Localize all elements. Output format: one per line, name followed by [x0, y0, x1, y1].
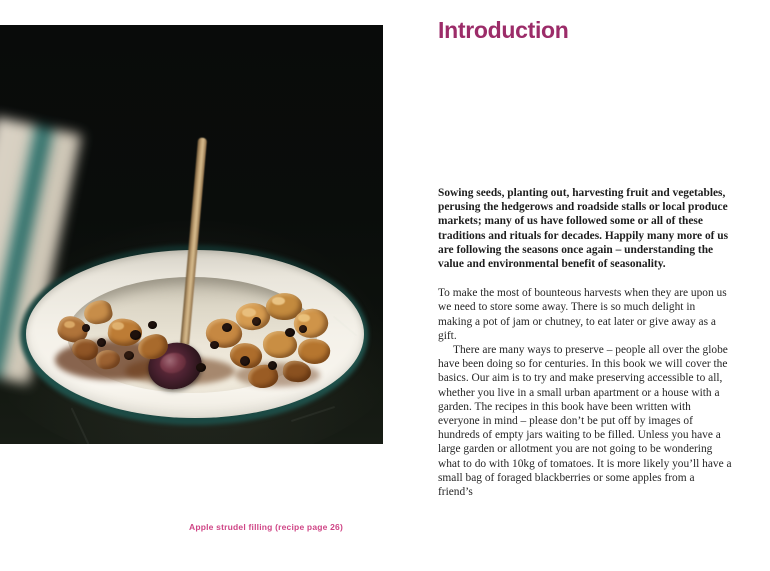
- dried-berry: [285, 328, 295, 337]
- page-title: Introduction: [438, 17, 569, 43]
- dried-berry: [299, 325, 307, 333]
- dried-berry: [97, 338, 106, 347]
- dried-berry: [252, 317, 261, 326]
- food-photo: [0, 25, 383, 444]
- highlight: [272, 297, 285, 305]
- highlight: [64, 321, 75, 328]
- highlight: [298, 314, 310, 322]
- highlight: [242, 308, 256, 317]
- dried-berry: [196, 363, 206, 372]
- body-paragraph: To make the most of bounteous harvests when they are upon us we need to store some away. There is so much delight in making a pot of jam or chutney, to eat later or give away as a gift.: [438, 287, 727, 342]
- dried-berry: [148, 321, 157, 329]
- dried-berry: [130, 330, 141, 340]
- dried-berry: [82, 324, 90, 332]
- dried-berry: [210, 341, 219, 349]
- dried-berry: [240, 356, 250, 366]
- dried-berry: [222, 323, 232, 332]
- dried-berry: [124, 351, 134, 360]
- dried-berry: [268, 361, 277, 370]
- lead-paragraph: Sowing seeds, planting out, harvesting fruit and vegetables, perusing the hedgerows and roadside stalls or local produce markets; many of us have followed some or all of these traditions and rituals for decades. Happily many more of us are following the seasons once again – understanding the value and environmental benefit of seasonality.: [438, 187, 729, 271]
- article-body: [438, 186, 732, 499]
- photo-caption: Apple strudel filling (recipe page 26): [189, 522, 344, 532]
- highlight: [112, 322, 124, 330]
- body-paragraph: There are many ways to preserve – people all over the globe have been doing so for centuries. In this book we will cover the basics. Our aim is to try and make preserving accessible to all, whether you live in a small urban apartment or a house with a garden. The recipes in this book have been written with everyone in mind – please don’t be put off by images of hundreds of empty jars waiting to be filled. Unless you have a large garden or allotment you are not going to be wondering what to do with 10kg of tomatoes. It is more likely you’ll have a small bag of foraged blackberries or some apples from a friend’s: [438, 344, 732, 499]
